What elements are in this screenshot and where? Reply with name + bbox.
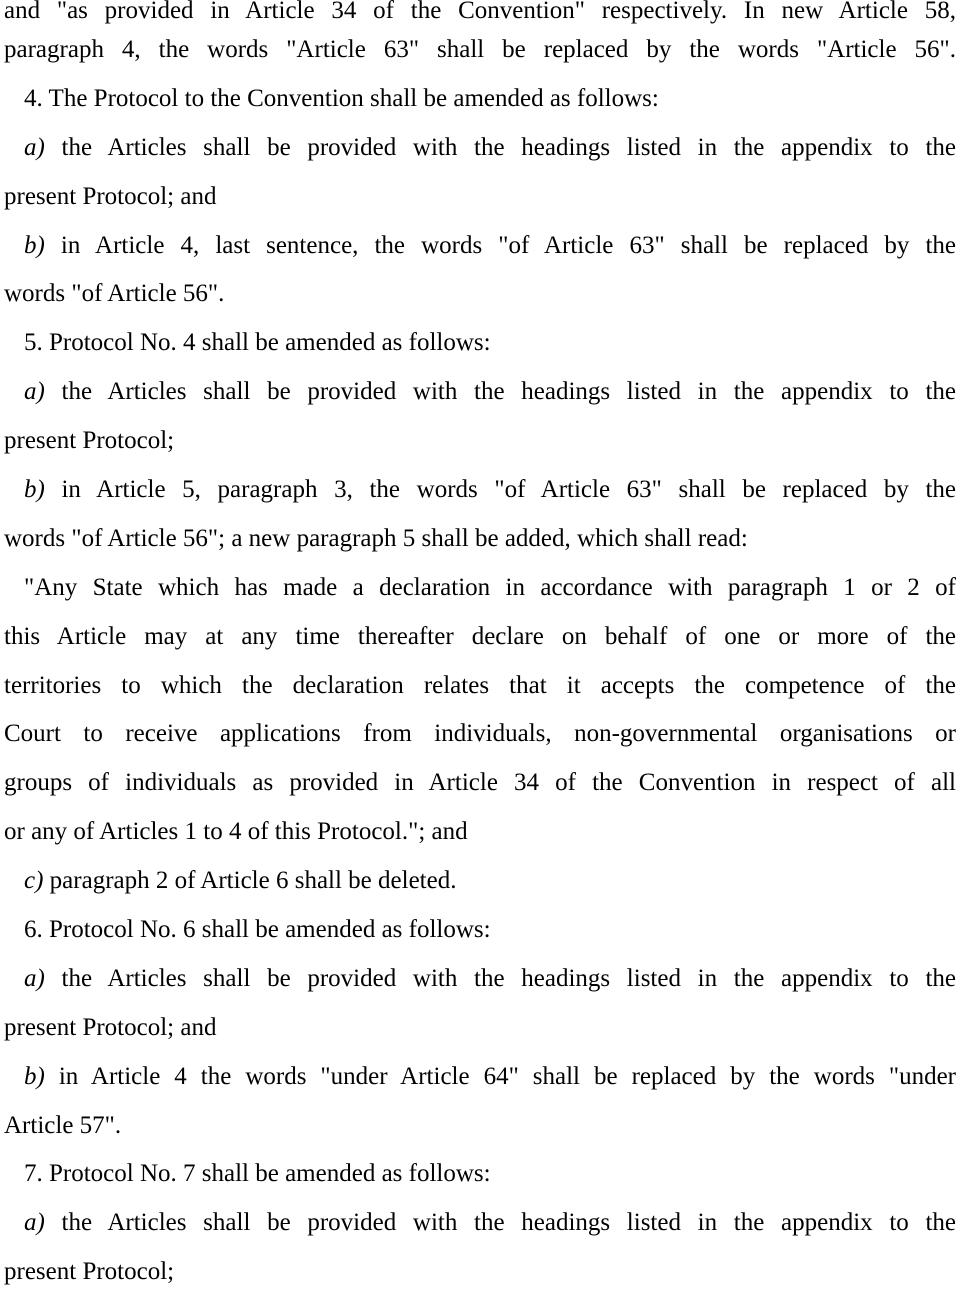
text-line xyxy=(4,417,956,466)
quote-line xyxy=(4,662,956,711)
item-marker: a) xyxy=(24,133,45,161)
quote-line xyxy=(4,564,956,613)
line-text: and "as provided in Article 34 of the Convention" respectively. In new Article 58, xyxy=(4,0,956,24)
list-item-c xyxy=(4,857,956,906)
line-text: 7. Protocol No. 7 shall be amended as follows: xyxy=(24,1160,491,1188)
section-heading-5 xyxy=(4,319,956,368)
line-text: the Articles shall be provided with the headings listed in the appendix to the xyxy=(61,378,956,406)
line-text: the Articles shall be provided with the headings listed in the appendix to the xyxy=(61,964,956,992)
item-marker: a) xyxy=(24,1209,45,1237)
line-text: paragraph 4, the words "Article 63" shall be replaced by the words "Article 56". xyxy=(4,36,956,63)
line-text: paragraph 2 of Article 6 shall be deleted. xyxy=(49,867,457,895)
line-text: the Articles shall be provided with the headings listed in the appendix to the xyxy=(61,133,956,161)
list-item-a xyxy=(4,124,956,173)
line-text: 6. Protocol No. 6 shall be amended as follows: xyxy=(24,916,491,944)
line-text: "Any State which has made a declaration in accordance with paragraph 1 or 2 of xyxy=(24,573,956,601)
quote-line xyxy=(4,710,956,759)
line-text: 4. The Protocol to the Convention shall be amended as follows: xyxy=(24,84,659,112)
line-text: groups of individuals as provided in Article 34 of the Convention in respect of all xyxy=(4,769,956,797)
line-text: the Articles shall be provided with the headings listed in the appendix to the xyxy=(61,1209,956,1237)
line-text: Court to receive applications from individuals, non-governmental organisations or xyxy=(4,720,956,748)
list-item-a xyxy=(4,368,956,417)
line-text: 5. Protocol No. 4 shall be amended as follows: xyxy=(24,329,491,357)
line-text: in Article 5, paragraph 3, the words "of Article 63" shall be replaced by the xyxy=(61,476,956,504)
line-text: present Protocol; and xyxy=(4,1013,217,1041)
list-item-a xyxy=(4,1199,956,1248)
text-line xyxy=(4,270,956,319)
text-line xyxy=(4,1004,956,1053)
section-heading-4 xyxy=(4,75,956,124)
item-marker: b) xyxy=(24,1062,45,1090)
line-text: present Protocol; xyxy=(4,1258,175,1286)
item-marker: a) xyxy=(24,378,45,406)
line-text: Article 57". xyxy=(4,1111,122,1139)
quote-line xyxy=(4,613,956,662)
line-text: territories to which the declaration relates that it accepts the competence of the xyxy=(4,671,956,699)
section-heading-6 xyxy=(4,906,956,955)
line-text: present Protocol; xyxy=(4,427,175,455)
list-item-b xyxy=(4,1053,956,1102)
item-marker: b) xyxy=(24,476,45,504)
quote-line xyxy=(4,759,956,808)
line-text: words "of Article 56"; a new paragraph 5 shall be added, which shall read: xyxy=(4,524,748,552)
item-marker: a) xyxy=(24,964,45,992)
text-line xyxy=(4,26,956,75)
line-text: or any of Articles 1 to 4 of this Protocol."; and xyxy=(4,818,468,846)
text-line xyxy=(4,1248,956,1297)
list-item-a xyxy=(4,955,956,1004)
line-text: this Article may at any time thereafter declare on behalf of one or more of the xyxy=(4,622,956,650)
line-text: words "of Article 56". xyxy=(4,280,225,308)
line-text: present Protocol; and xyxy=(4,182,217,210)
item-marker: c) xyxy=(24,867,44,895)
quote-line xyxy=(4,808,956,857)
list-item-b xyxy=(4,222,956,271)
item-marker: b) xyxy=(24,231,45,259)
text-line xyxy=(4,515,956,564)
text-line xyxy=(4,173,956,222)
text-line xyxy=(4,1102,956,1151)
line-text: in Article 4 the words "under Article 64" shall be replaced by the words "under xyxy=(58,1062,956,1090)
text-line xyxy=(4,0,956,26)
section-heading-7 xyxy=(4,1150,956,1199)
line-text: in Article 4, last sentence, the words "of Article 63" shall be replaced by the xyxy=(60,231,956,259)
list-item-b xyxy=(4,466,956,515)
